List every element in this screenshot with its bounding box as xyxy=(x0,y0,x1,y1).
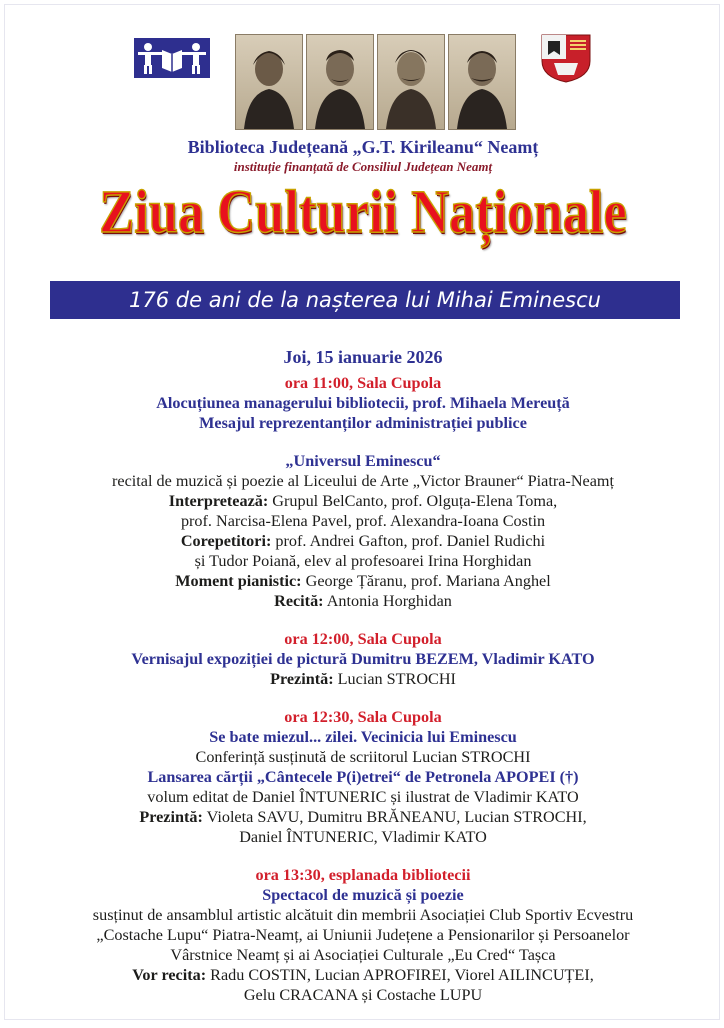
library-subtitle: instituție finanțată de Consiliul Județean Neamț xyxy=(233,159,493,174)
portraits xyxy=(235,34,516,130)
interpreters-label: Interpretează: xyxy=(168,492,269,510)
session-4-time: ora 12:30, Sala Cupola xyxy=(284,708,442,726)
accompanists-value: prof. Andrei Gafton, prof. Daniel Rudichi xyxy=(271,532,546,550)
session-2-accompanists xyxy=(5,531,721,551)
session-4-line-2: Conferință susținută de scriitorul Lucian STROCHI xyxy=(195,748,531,766)
session-2-line-1: recital de muzică și poezie al Liceului de Arte „Victor Brauner“ Piatra-Neamț xyxy=(112,472,614,490)
session-3-line-1: Vernisajul expoziției de pictură Dumitru BEZEM, Vladimir KATO xyxy=(131,650,595,668)
session-3-time: ora 12:00, Sala Cupola xyxy=(284,630,442,648)
session-5-line-1: Spectacol de muzică și poezie xyxy=(262,886,464,904)
s3-presenter-value: Lucian STROCHI xyxy=(333,670,456,688)
piano-value: George Țăranu, prof. Mariana Anghel xyxy=(301,572,551,590)
session-5-reciters xyxy=(5,965,721,985)
session-3-presenter xyxy=(5,669,721,689)
accompanists-label: Corepetitori: xyxy=(180,532,272,550)
session-4-line-3: Lansarea cărții „Cântecele P(i)etrei“ de Petronela APOPEI (†) xyxy=(147,768,579,786)
session-2-title: „Universul Eminescu“ xyxy=(285,452,441,470)
event-title: Ziua Culturii Naționale xyxy=(99,179,627,246)
session-2-accompanists-2: și Tudor Poiană, elev al profesoarei Irina Horghidan xyxy=(194,552,532,570)
recital-value: Antonia Horghidan xyxy=(323,592,452,610)
session-4-line-4: volum editat de Daniel ÎNTUNERIC și ilustrat de Vladimir KATO xyxy=(147,788,579,806)
session-1-line-2: Mesajul reprezentanților administrației publice xyxy=(199,414,527,432)
s4-presenter-value: Violeta SAVU, Dumitru BRĂNEANU, Lucian STROCHI, xyxy=(202,808,587,826)
session-5-line-2: susținut de ansamblul artistic alcătuit din membrii Asociației Club Sportiv Ecvestru xyxy=(92,906,634,924)
reciters-value: Radu COSTIN, Lucian APROFIREI, Viorel AILINCUȚEI, xyxy=(206,966,594,984)
poster xyxy=(4,4,720,1020)
program xyxy=(5,345,721,1005)
portrait-3 xyxy=(377,34,445,130)
s3-presenter-label: Prezintă: xyxy=(270,670,334,688)
library-logo xyxy=(134,38,210,78)
event-date: Joi, 15 ianuarie 2026 xyxy=(283,347,443,367)
session-5-line-3: „Costache Lupu“ Piatra-Neamț, ai Uniunii Județene a Pensionarilor și Persoanelor xyxy=(96,926,630,944)
session-4-presenters xyxy=(5,807,721,827)
session-1-time: ora 11:00, Sala Cupola xyxy=(284,374,442,392)
library-name: Biblioteca Județeană „G.T. Kirileanu“ Neamț xyxy=(187,137,539,157)
session-2-interpreters-2: prof. Narcisa-Elena Pavel, prof. Alexandra-Ioana Costin xyxy=(180,512,546,530)
session-2-interpreters xyxy=(5,491,721,511)
session-4-presenters-2: Daniel ÎNTUNERIC, Vladimir KATO xyxy=(239,828,487,846)
reciters-label: Vor recita: xyxy=(132,966,207,984)
session-5-reciters-2: Gelu CRACANA și Costache LUPU xyxy=(243,986,483,1004)
county-crest xyxy=(540,33,592,83)
anniversary-banner: 176 de ani de la nașterea lui Mihai Eminescu xyxy=(50,281,680,319)
session-2-piano xyxy=(5,571,721,591)
piano-label: Moment pianistic: xyxy=(175,572,302,590)
session-1-line-1: Alocuțiunea managerului bibliotecii, prof. Mihaela Mereuță xyxy=(156,394,570,412)
portrait-1 xyxy=(235,34,303,130)
session-5-time: ora 13:30, esplanada bibliotecii xyxy=(255,866,471,884)
session-4-line-1: Se bate miezul... zilei. Vecinicia lui Eminescu xyxy=(209,728,517,746)
portrait-4 xyxy=(448,34,516,130)
s4-presenter-label: Prezintă: xyxy=(139,808,203,826)
interpreters-value: Grupul BelCanto, prof. Olguța-Elena Toma, xyxy=(268,492,558,510)
recital-label: Recită: xyxy=(274,592,324,610)
session-2-recital xyxy=(5,591,721,611)
portrait-2 xyxy=(306,34,374,130)
session-5-line-4: Vârstnice Neamț și ai Asociației Culturale „Eu Cred“ Tașca xyxy=(170,946,556,964)
